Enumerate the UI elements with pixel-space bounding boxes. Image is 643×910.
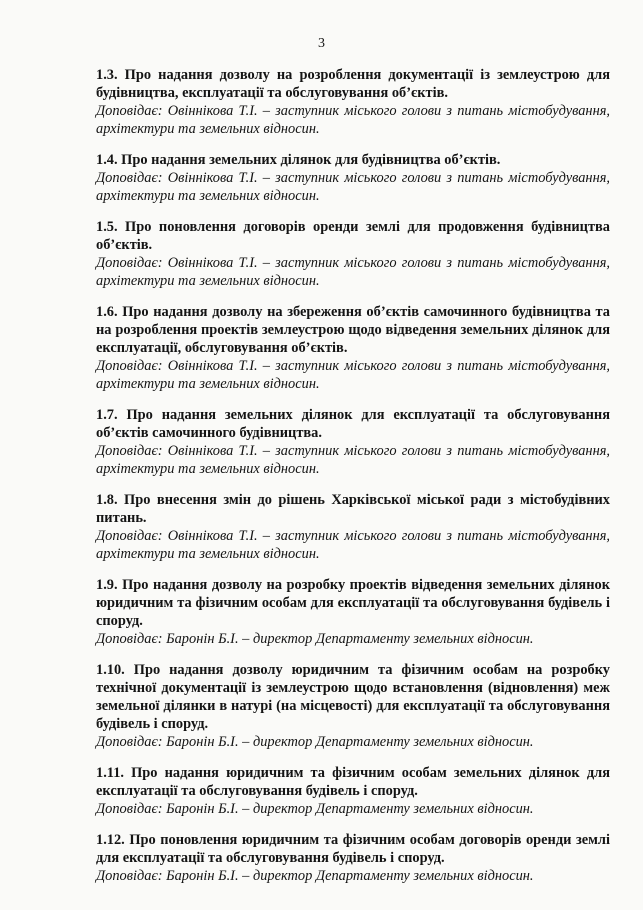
agenda-item-1-8 (96, 491, 610, 563)
agenda-item-title: 1.6. Про надання дозволу на збереження об’єктів самочинного будівництва та на розроблення проектів землеустрою щодо відведення земельних ділянок для експлуатації, обслуговування об’єктів. (96, 304, 610, 356)
agenda-item-title: 1.10. Про надання дозволу юридичним та фізичним особам на розробку технічної документації із землеустрою щодо встановлення (відновлення) меж земельної ділянки в натурі (на місцевості) для експлуатації та обслуговування будівель і споруд. (96, 662, 610, 732)
page-number: 3 (318, 36, 325, 51)
agenda-item-title: 1.11. Про надання юридичним та фізичним особам земельних ділянок для експлуатації та обслуговування будівель і споруд. (96, 765, 610, 799)
agenda-item-reporter: Доповідає: Овіннікова Т.І. – заступник міського голови з питань містобудування, архітектури та земельних відносин. (96, 170, 610, 204)
agenda-item-reporter: Доповідає: Овіннікова Т.І. – заступник міського голови з питань містобудування, архітектури та земельних відносин. (96, 443, 610, 477)
agenda-item-reporter: Доповідає: Баронін Б.І. – директор Департаменту земельних відносин. (96, 801, 534, 817)
agenda-item-title: 1.5. Про поновлення договорів оренди землі для продовження будівництва об’єктів. (96, 219, 610, 253)
agenda-item-title: 1.8. Про внесення змін до рішень Харківської міської ради з містобудівних питань. (96, 492, 610, 526)
agenda-item-reporter: Доповідає: Баронін Б.І. – директор Департаменту земельних відносин. (96, 868, 534, 884)
agenda-item-reporter: Доповідає: Овіннікова Т.І. – заступник міського голови з питань містобудування, архітектури та земельних відносин. (96, 103, 610, 137)
agenda-item-1-6 (96, 303, 610, 393)
agenda-item-1-12 (96, 831, 610, 885)
agenda-item-1-10 (96, 661, 610, 751)
agenda-item-title: 1.3. Про надання дозволу на розроблення документації із землеустрою для будівництва, експлуатації та обслуговування об’єктів. (96, 67, 610, 101)
agenda-item-1-4 (96, 151, 610, 205)
agenda-item-reporter: Доповідає: Баронін Б.І. – директор Департаменту земельних відносин. (96, 734, 534, 750)
agenda-item-reporter: Доповідає: Овіннікова Т.І. – заступник міського голови з питань містобудування, архітектури та земельних відносин. (96, 255, 610, 289)
agenda-item-reporter: Доповідає: Овіннікова Т.І. – заступник міського голови з питань містобудування, архітектури та земельних відносин. (96, 528, 610, 562)
agenda-item-title: 1.4. Про надання земельних ділянок для будівництва об’єктів. (96, 152, 501, 168)
agenda-item-title: 1.7. Про надання земельних ділянок для експлуатації та обслуговування об’єктів самочинного будівництва. (96, 407, 610, 441)
agenda-item-reporter: Доповідає: Овіннікова Т.І. – заступник міського голови з питань містобудування, архітектури та земельних відносин. (96, 358, 610, 392)
agenda-item-1-3 (96, 66, 610, 138)
agenda-item-1-5 (96, 218, 610, 290)
agenda-item-1-9 (96, 576, 610, 648)
agenda-list (96, 66, 610, 898)
agenda-item-1-11 (96, 764, 610, 818)
agenda-item-title: 1.9. Про надання дозволу на розробку проектів відведення земельних ділянок юридичним та фізичним особам для експлуатації та обслуговування будівель і споруд. (96, 577, 610, 629)
agenda-item-reporter: Доповідає: Баронін Б.І. – директор Департаменту земельних відносин. (96, 631, 534, 647)
agenda-item-1-7 (96, 406, 610, 478)
agenda-item-title: 1.12. Про поновлення юридичним та фізичним особам договорів оренди землі для експлуатації та обслуговування будівель і споруд. (96, 832, 610, 866)
